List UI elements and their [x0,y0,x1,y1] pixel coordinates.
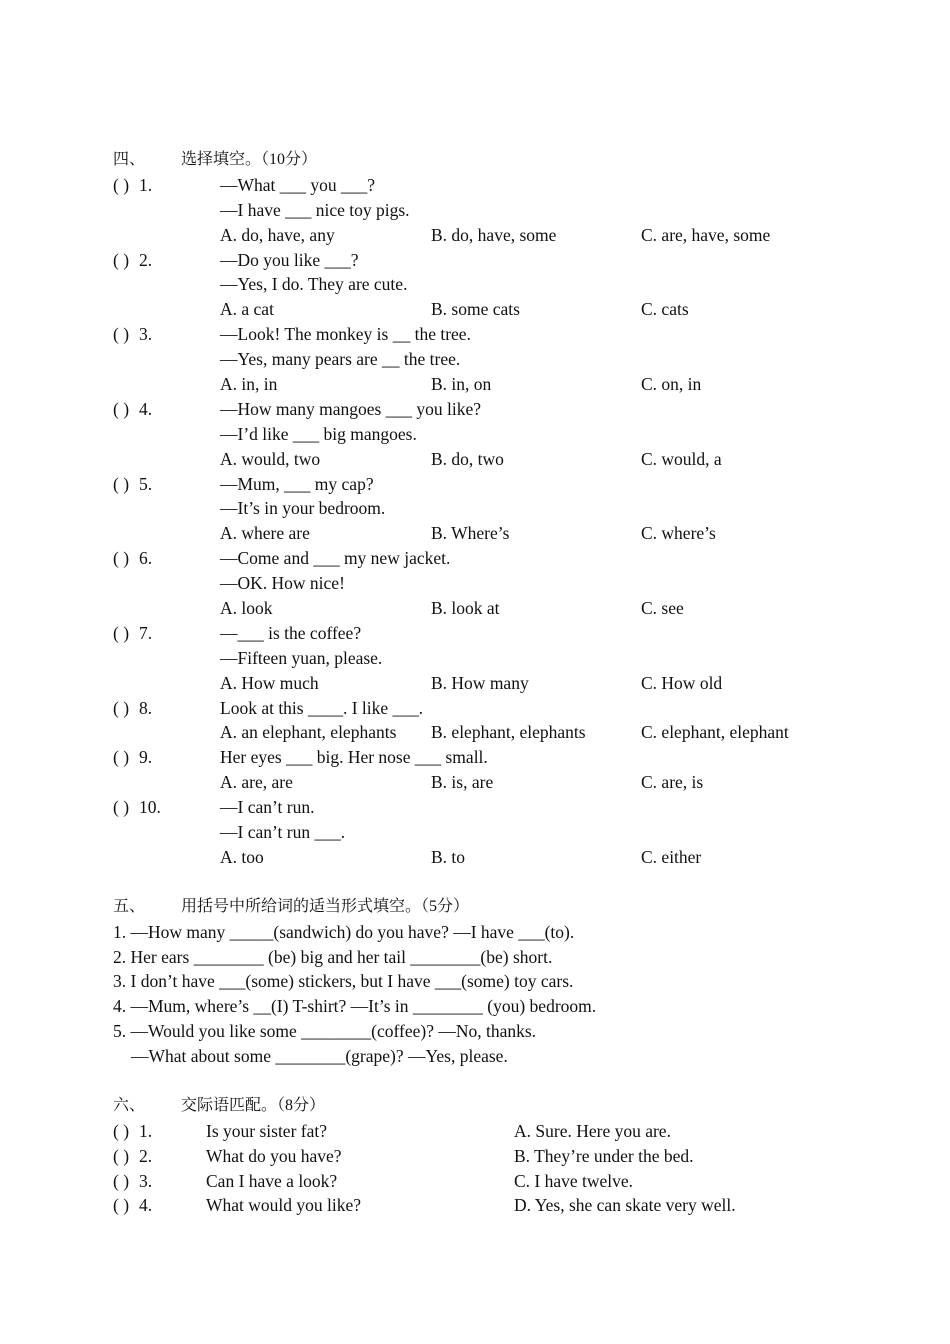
question-row [113,422,833,447]
worksheet-page [113,148,833,1218]
matching-list [113,1119,833,1219]
question-number: 2. [139,249,153,270]
question-text: —Mum, ___ my cap? [220,473,374,494]
question-number: 1. [139,174,153,195]
option-c: C. on, in [641,374,702,395]
item-number: 3. [139,1170,153,1191]
fill-in-line [113,994,833,1019]
question-row [113,820,833,845]
matching-answer: C. I have twelve. [514,1170,634,1191]
matching-question: What do you have? [206,1145,342,1166]
fill-in-line [113,1044,833,1069]
answer-blank[interactable]: ( ) [113,622,130,643]
matching-answer: B. They’re under the bed. [514,1145,694,1166]
option-b: B. some cats [431,299,520,320]
option-c: C. How old [641,672,723,693]
question-row [113,248,833,273]
option-c: C. cats [641,299,689,320]
item-number: 1. [139,1120,153,1141]
option-c: C. would, a [641,448,722,469]
options-row [113,596,833,621]
options-row [113,845,833,870]
options-row [113,770,833,795]
option-b: B. in, on [431,374,492,395]
fill-in-line [113,1019,833,1044]
fill-in-text: 2. Her ears ________ (be) big and her tail ________(be) short. [113,946,553,967]
question-row [113,646,833,671]
option-c: C. where’s [641,523,716,544]
option-a: A. an elephant, elephants [220,722,397,743]
answer-blank[interactable]: ( ) [113,1145,130,1166]
fill-in-line [113,945,833,970]
section-6-heading [113,1094,833,1119]
matching-row [113,1193,833,1218]
fill-in-line [113,920,833,945]
question-list [113,173,833,870]
option-b: B. to [431,846,466,867]
question-number: 8. [139,697,153,718]
options-row [113,447,833,472]
question-text: Her eyes ___ big. Her nose ___ small. [220,747,488,768]
answer-blank[interactable]: ( ) [113,1195,130,1216]
answer-blank[interactable]: ( ) [113,249,130,270]
matching-answer: D. Yes, she can skate very well. [514,1195,736,1216]
question-text: —Look! The monkey is __ the tree. [220,324,471,345]
item-number: 2. [139,1145,153,1166]
question-row [113,745,833,770]
question-number: 9. [139,747,153,768]
question-text: —Yes, many pears are __ the tree. [220,349,461,370]
question-number: 7. [139,622,153,643]
answer-blank[interactable]: ( ) [113,398,130,419]
answer-blank[interactable]: ( ) [113,548,130,569]
section-title: 选择填空。（10分） [181,151,318,168]
question-row [113,198,833,223]
fill-in-line [113,969,833,994]
option-b: B. look at [431,598,500,619]
matching-row [113,1119,833,1144]
matching-question: Can I have a look? [206,1170,338,1191]
question-text: —It’s in your bedroom. [220,498,386,519]
answer-blank[interactable]: ( ) [113,747,130,768]
question-number: 5. [139,473,153,494]
matching-question: Is your sister fat? [206,1120,328,1141]
option-a: A. too [220,846,264,867]
question-text: —What ___ you ___? [220,174,376,195]
question-row [113,696,833,721]
option-b: B. do, two [431,448,504,469]
option-c: C. are, have, some [641,224,771,245]
option-c: C. see [641,598,684,619]
option-a: A. are, are [220,772,293,793]
question-number: 4. [139,398,153,419]
question-text: —Yes, I do. They are cute. [220,274,408,295]
option-b: B. How many [431,672,529,693]
answer-blank[interactable]: ( ) [113,1120,130,1141]
question-row [113,571,833,596]
question-row [113,322,833,347]
question-text: —Do you like ___? [220,249,359,270]
section-number: 六、 [113,1096,146,1114]
fill-in-text: 5. —Would you like some ________(coffee)? —No, thanks. [113,1021,537,1042]
matching-question: What would you like? [206,1195,362,1216]
matching-row [113,1169,833,1194]
options-row [113,297,833,322]
question-number: 6. [139,548,153,569]
matching-row [113,1144,833,1169]
question-text: —I can’t run ___. [220,822,346,843]
question-text: —Come and ___ my new jacket. [220,548,451,569]
question-row [113,472,833,497]
question-row [113,621,833,646]
option-a: A. How much [220,672,319,693]
answer-blank[interactable]: ( ) [113,1170,130,1191]
question-text: Look at this ____. I like ___. [220,697,424,718]
question-text: —How many mangoes ___ you like? [220,398,481,419]
question-row [113,347,833,372]
question-text: —___ is the coffee? [220,622,362,643]
option-b: B. elephant, elephants [431,722,586,743]
option-a: A. in, in [220,374,278,395]
fill-in-text: 1. —How many _____(sandwich) do you have? —I have ___(to). [113,921,575,942]
question-row [113,173,833,198]
section-title: 用括号中所给词的适当形式填空。（5分） [181,897,470,915]
question-number: 10. [139,797,161,818]
answer-blank[interactable]: ( ) [113,797,130,818]
option-a: A. would, two [220,448,321,469]
question-row [113,546,833,571]
answer-blank[interactable]: ( ) [113,174,130,195]
option-a: A. look [220,598,273,619]
fill-in-list [113,920,833,1044]
fill-in-text: —What about some ________(grape)? —Yes, please. [131,1046,508,1067]
section-number: 五、 [113,897,146,915]
option-b: B. is, are [431,772,494,793]
options-row [113,372,833,397]
option-a: A. do, have, any [220,224,335,245]
question-number: 3. [139,324,153,345]
options-row [113,521,833,546]
question-text: —I’d like ___ big mangoes. [220,423,417,444]
answer-blank[interactable]: ( ) [113,324,130,345]
option-b: B. Where’s [431,523,510,544]
item-number: 4. [139,1195,153,1216]
question-text: —I have ___ nice toy pigs. [220,199,410,220]
fill-in-text: 4. —Mum, where’s __(I) T-shirt? —It’s in ________ (you) bedroom. [113,996,597,1017]
question-row [113,397,833,422]
fill-in-text: 3. I don’t have ___(some) stickers, but I have ___(some) toy cars. [113,971,574,992]
option-a: A. where are [220,523,310,544]
option-c: C. either [641,846,702,867]
section-4-heading [113,148,833,173]
question-text: —I can’t run. [220,797,315,818]
question-row [113,795,833,820]
options-row [113,223,833,248]
options-row [113,671,833,696]
option-a: A. a cat [220,299,274,320]
options-row [113,720,833,745]
question-text: —OK. How nice! [220,573,345,594]
question-row [113,272,833,297]
section-5-heading [113,895,833,920]
option-b: B. do, have, some [431,224,557,245]
option-c: C. are, is [641,772,704,793]
section-title: 交际语匹配。（8分） [181,1096,326,1114]
question-text: —Fifteen yuan, please. [220,647,383,668]
matching-answer: A. Sure. Here you are. [514,1120,671,1141]
section-number: 四、 [113,151,146,168]
option-c: C. elephant, elephant [641,722,789,743]
answer-blank[interactable]: ( ) [113,697,130,718]
question-row [113,496,833,521]
answer-blank[interactable]: ( ) [113,473,130,494]
